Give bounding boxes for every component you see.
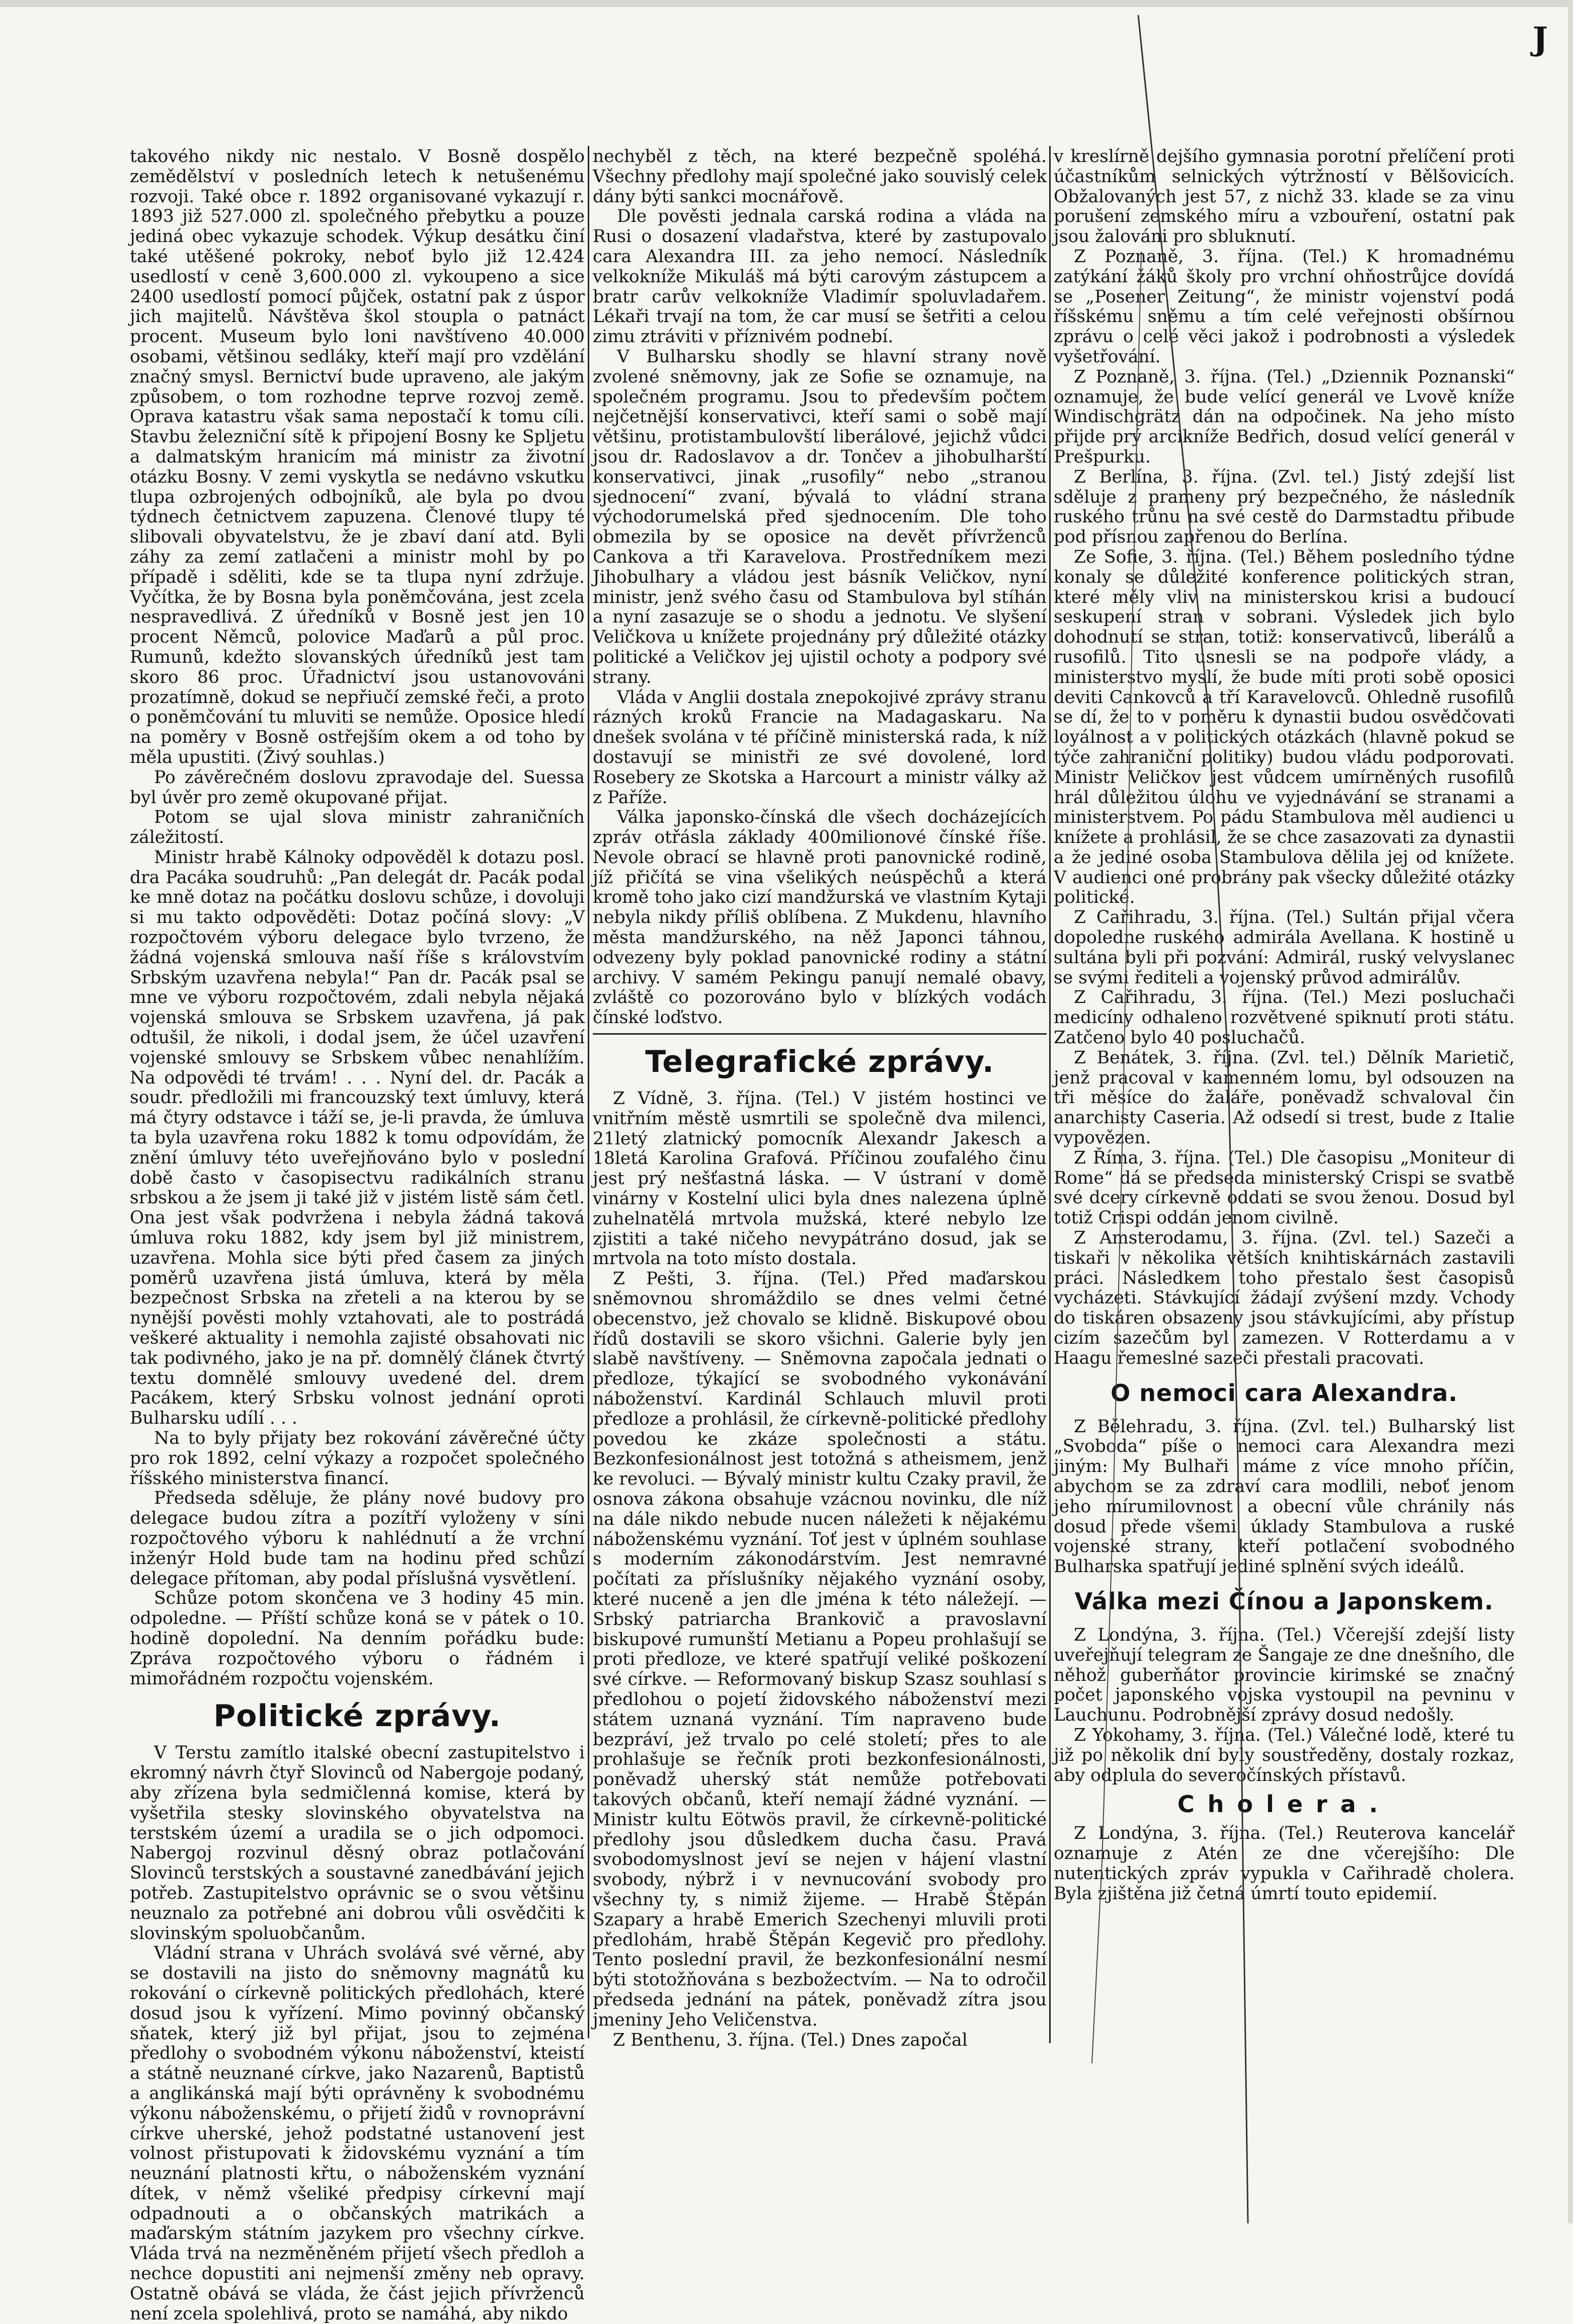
col3-dispatch: Z Cařihradu, 3. října. (Tel.) Mezi posluchači medicíny odhaleno rozvětvené spiknutí proti státu. Zatčeno bylo 40 posluchačů. (1054, 987, 1515, 1048)
column-1 (130, 146, 585, 2324)
col2-dispatch: Z Vídně, 3. října. (Tel.) V jistém hostinci ve vnitřním městě usmrtili se společně dva milenci, 21letý zlatnický pomocník Alexandr Jakesch a 18letá Karolina Grafová. Příčinou zoufalého činu jest prý nešťastná láska. — V ústraní v domě vinárny v Kostelní ulici byla dnes nalezena úplně zuhelnatělá mrtvola mužská, které nebylo lze zjistiti a také ničeho nevypátráno dosud, jak se mrtvola na toto místo dostala. (593, 1089, 1047, 1269)
col1-paragraph: Na to byly přijaty bez rokování závěrečné účty pro rok 1892, celní výkazy a rozpočet společného říšského ministerstva financí. (130, 1428, 585, 1489)
col1-paragraph: takového nikdy nic nestalo. V Bosně dospělo zemědělství v posledních letech k netušenému rozvoji. Také obce r. 1892 organisované vykazují r. 1893 již 527.000 zl. společného přebytku a pouze jediná obec vykazuje schodek. Výkup desátku činí také utěšené pokroky, neboť bylo již 12.424 usedlostí v ceně 3,600.000 zl. vykoupeno a sice 2400 usedlostí pomocí půjček, ostatní pak z úspor jich majitelů. Návštěva škol stoupla o patnáct procent. Museum bylo loni navštíveno 40.000 osobami, většinou sedláky, kteří mají pro vzdělání značný smysl. Bernictví bude upraveno, ale jakým způsobem, o tom rozhodne teprve rozvoj země. Oprava katastru však sama nepostačí k tomu cíli. Stavbu železniční sítě k připojení Bosny ke Spljetu a dalmatským hranicím má ministr za životní otázku Bosny. V zemi vyskytla se nedávno vskutku tlupa ozbrojených odbojníků, ale byla po dvou týdnech četnictvem zapuzena. Členové tlupy té slibovali obyvatelstvu, že je zbaví daní atd. Byli záhy za zemí zatlačeni a ministr mohl by po případě i sděliti, kde se ta tlupa nyní zdržuje. Vyčítka, že by Bosna byla poněmčována, jest zcela nespravedlivá. Z úředníků v Bosně jest jen 10 procent Němců, polovice Maďarů a půl proc. Rumunů, kdežto slovanských úředníků jest tam skoro 86 proc. Úřadnictví jsou ustanovováni prozatímně, dokud se nepřiučí zemské řeči, a proto o poněmčování tu mluviti se nemůže. Oposice hledí na poměry v Bosně ostřejším okem a od toho by měla upustiti. (Živý souhlas.) (130, 146, 585, 767)
col3-dispatch: Z Amsterodamu, 3. října. (Zvl. tel.) Sazeči a tiskaři v několika větších knihtiskárnách zastavili práci. Následkem toho přestalo šest časopisů vycházeti. Stávkující žádají zvýšení mzdy. Vchody do tiskáren obsazeny jsou stávkujícími, aby přístup cizím sazečům byl zamezen. V Rotterdamu a v Haagu řemeslné sazeči přestali pracovati. (1054, 1228, 1515, 1368)
col3-dispatch: Z Říma, 3. října. (Tel.) Dle časopisu „Moniteur di Rome“ dá se předseda ministerský Crispi se svatbě své dcery církevně oddati se svou ženou. Dosud byl totiž Crispi oddán jenom civilně. (1054, 1147, 1515, 1228)
col3-dispatch: Z Poznaně, 3. října. (Tel.) „Dziennik Poznanski“ oznamuje, že bude velící generál ve Lvově kníže Windischgrätz dán na odpočinek. Na jeho místo přijde prý arcikníže Bedřich, dosud velící generál v Prešpurku. (1054, 366, 1515, 467)
col1-paragraph: Ministr hrabě Kálnoky odpověděl k dotazu posl. dra Pacáka soudruhů: „Pan delegát dr. Pacák podal ke mně dotaz na počátku doslovu schůze, i dovoluji si mu takto odpověděti: Dotaz počíná slovy: „V rozpočtovém výboru delegace bylo tvrzeno, že žádná vojenská smlouva naší říše s královstvím Srbským uzavřena nebyla!“ Pan dr. Pacák psal se mne ve výboru rozpočtovém, zdali nebyla nějaká vojenská smlouva se Srbskem uzavřena, já pak odtušil, že nikoli, i dodal jsem, že účel uzavření vojenské smlouvy se Srbskem vůbec nenahlížím. Na odpovědi té trvám! . . . Nyní del. dr. Pacák a soudr. předložili mi francouzský text úmluvy, která má čtyry odstavce i táží se, je-li pravda, že úmluva ta byla uzavřena roku 1882 k tomu odpovídám, že znění úmluvy této uveřejňováno bylo v poslední době často v časopisectvu radikálních stranu srbskou a že jsem ji také již v jistém listě sám četl. Ona jest však podvržena i nebyla žádná taková úmluva roku 1882, kdy jsem byl již ministrem, uzavřena. Mohla sice býti před časem za jiných poměrů uzavřena jistá úmluva, která by měla bezpečnost Srbska na zřeteli a na kterou by se nynější pověsti mohly vztahovati, ale to postrádá veškeré aktuality i nemohla zajisté obsahovati nic tak podivného, jako je na př. domnělý článek čtvrtý textu domnělé smlouvy uvedené del. drem Pacákem, který Srbsku volnost jednání oproti Bulharsku udílí . . . (130, 847, 585, 1429)
section-rule (593, 1033, 1047, 1035)
corner-mark: J (1532, 20, 1548, 58)
column-rule-2 (1049, 146, 1051, 2043)
col2-dispatch: Z Benthenu, 3. října. (Tel.) Dnes započal (613, 2030, 968, 2050)
col3-paragraph: v kreslírně dejšího gymnasia porotní přelíčení proti účastníkům selnických výtržností v Bělšovicích. Obžalovaných jest 57, z nichž 33. klade se za vinu porušení zemského míru a vzbouření, ostatní pak jsou žalováni pro sbluknutí. (1054, 146, 1515, 247)
col3-dispatch: Z Cařihradu, 3. října. (Tel.) Sultán přijal včera dopoledne ruského admirála Avellana. K hostině u sultána byli při pozvání: Admirál, ruský velvyslanec se svými řediteli a vojenský průvod admirálův. (1054, 907, 1515, 988)
section-heading-telegraphic: Telegrafické zprávy. (645, 1044, 994, 1080)
col3-dispatch: Z Londýna, 3. října. (Tel.) Reuterova kancelář oznamuje z Atén ze dne včerejšího: Dle nutentických zpráv vypukla v Cařihradě cholera. Byla zjištěna již četná úmrtí touto epidemií. (1054, 1823, 1515, 1904)
column-2 (593, 147, 1047, 2200)
col3-dispatch: Z Poznaně, 3. října. (Tel.) K hromadnému zatýkání žáků školy pro vrchní ohňostrůjce dovídá se „Posener Zeitung“, že ministr vojenství podá říšskému sněmu a tím celé veřejnosti obšírnou zprávu o celé věci jakož i podrobnosti a výsledek vyšetřování. (1054, 246, 1515, 367)
col1-paragraph: Předseda sděluje, že plány nové budovy pro delegace budou zítra a pozítří vyloženy v síni rozpočtového výboru k nahlédnutí a že vrchní inženýr Hold bude tam na hodinu před schůzí delegace přítoman, aby podal příslušná vysvětlení. (130, 1488, 585, 1589)
page-right-edge (1568, 0, 1573, 2223)
col1-paragraph: V Terstu zamítlo italské obecní zastupitelstvo i ekromný návrh čtyř Slovinců od Nabergoje podaný, aby zřízena byla sedmičlenná komise, která by vyšetřila stesky slovinského obyvatelstva na terstském území a uradila se o jich odpomoci. Nabergoj rozvinul děsný obraz potlačování Slovinců terstských a soustavné zanedbávání jejich potřeb. Zastupitelstvo oprávnic se o svou většinu neuznalo za potřebné ani dobrou vůli osvědčiti k slovinským spoluobčanům. (130, 1743, 585, 1944)
col3-dispatch: Z Londýna, 3. října. (Tel.) Včerejší zdejší listy uveřejňují telegram ze Šangaje ze dne dnešního, dle něhož guberňátor provincie kirimské se značný počet japonského vojska vystoupil na pevninu v Lauchunu. Podrobnější zprávy dosud nedošly. (1054, 1624, 1515, 1726)
section-heading-tsar: O nemoci cara Alexandra. (1111, 1379, 1458, 1407)
page-top-edge (0, 0, 1573, 7)
col1-paragraph: Po závěrečném doslovu zpravodaje del. Suessa byl úvěr pro země okupované přijat. (130, 767, 585, 808)
col2-paragraph: Válka japonsko-čínská dle všech docházejících zpráv otřásla základy 400milionové čínské říše. Nevole obrací se hlavně proti panovnické rodině, jíž přičítá se vina všelikých neúspěchů a která kromě toho jako cizí mandžurská ve vlastním Kytaji nebyla nikdy příliš oblíbena. Z Mukdenu, hlavního města mandžurského, na něž Japonci táhnou, odvezeny byly poklad panovnické rodiny a státní archivy. V samém Pekingu panují nemalé obavy, zvláště co pozorováno bylo v blízkých vodách čínské loďstvo. (593, 807, 1047, 1028)
col1-paragraph: Potom se ujal slova ministr zahraničních záležitostí. (130, 807, 585, 848)
col3-dispatch: Z Yokohamy, 3. října. (Tel.) Válečné lodě, které tu již po několik dní byly soustředěny, dostaly rozkaz, aby odplula do severočínských přístavů. (1054, 1725, 1515, 1786)
col2-dispatch: Z Pešti, 3. října. (Tel.) Před maďarskou sněmovnou shromáždilo se dnes velmi četné obecenstvo, jež chovalo se klidně. Biskupové obou řídů dostavili se skoro všichni. Galerie byly jen slabě navštíveny. — Sněmovna započala jednati o předloze, týkající se svobodného vykonávání náboženství. Kardinál Schlauch mluvil proti předloze a prohlásil, že církevně-politické předlohy povedou ke zkáze společnosti a státu. Bezkonfesionálnost jest totožná s atheismem, jenž ke revoluci. — Bývalý ministr kultu Czaky pravil, že osnova zákona obsahuje vzácnou novinku, dle níž na dále nikdo nebude nucen náležeti k nějakému náboženskému vyznání. Toť jest v úplném souhlase s moderním zákonodárstvím. Jest nemravné počítati za příslušníky nějakého vyznání osoby, které nuceně a jen dle jména k této náležejí. — Srbský patriarcha Brankovič a pravoslavní biskupové rumunští Metianu a Popeu prohlašují se proti předloze, ve které spatřují veliké poškození své církve. — Reformovaný biskup Szasz souhlasí s předlohou o pojetí židovského náboženství mezi státem uznaná vyznání. Tím napraveno bude bezpráví, jež trvalo po celé století; přes to ale prohlašuje se řečník proti bezkonfesionálnosti, poněvadž uherský stát nemůže potřebovati takových občanů, kteří nemají žádné vyznání. — Ministr kultu Eötwös pravil, že církevně-politické předlohy jsou důsledkem ducha času. Pravá svobodomyslnost jeví se nejen v hájení vlastní svobody, nýbrž i v nevnucování svobody pro všechny ty, s nimiž žijeme. — Hrabě Štěpán Szapary a hrabě Emerich Szechenyi mluvili proti předlohám, hrabě Štěpán Kegevič pro předlohy. Tento poslední pravil, že bezkonfesionální nesmí býti stotožňována s bezbožectvím. — Na to odročil předseda jednání na pátek, poněvadž zítra jsou jmeniny Jeho Veličenstva. (593, 1269, 1047, 2030)
col2-paragraph: V Bulharsku shodly se hlavní strany nově zvolené sněmovny, jak ze Sofie se oznamuje, na společném programu. Jsou to především počtem nejčetnější konservativci, kteří sami o sobě mají většinu, protistambulovští liberálové, jejichž vůdci jsou dr. Radoslavov a dr. Tončev a jihobulharští konservativci, jinak „rusofily“ nebo „stranou sjednocení“ zvaní, bývalá to vládní strana východorumelská před sjednocením. Dle toho obmezila by se oposice na devět přívrženců Cankova a tři Karavelova. Prostředníkem mezi Jihobulhary a vládou jest básník Veličkov, nyní ministr, jenž svého času od Stambulova byl stíhán a nyní zasazuje se o shodu a jednotu. Ve slyšení Veličkova u knížete projednány prý důležité otázky politické a Veličkov jej ujistil ochoty a podpory své strany. (593, 346, 1047, 687)
col3-dispatch: Z Bělehradu, 3. října. (Zvl. tel.) Bulharský list „Svoboda“ píše o nemoci cara Alexandra mezi jiným: My Bulhaři máme z více mnoho příčin, abychom se za zdraví cara modlili, neboť jenom jeho mírumilovnost a obecní vůle chránily nás dosud přede všemi úklady Stambulova a ruské vojenské strany, kteří potlačení svobodného Bulharska spatřují jediné splnění svých ideálů. (1054, 1416, 1515, 1577)
col2-paragraph: Vláda v Anglii dostala znepokojivé zprávy stranu rázných kroků Francie na Madagaskaru. Na dnešek svolána v té příčině ministerská rada, k níž dostavují se ministři ze své dovolené, lord Rosebery ze Skotska a Harcourt a ministr války až z Paříže. (593, 687, 1047, 808)
col3-dispatch: Z Benátek, 3. října. (Zvl. tel.) Dělník Marietič, jenž pracoval v kamenném lomu, byl odsouzen na tři měsíce do žaláře, poněvadž schvaloval čin anarchisty Caseria. Až odsedí si trest, bude z Italie vypovězen. (1054, 1047, 1515, 1148)
column-rule-1 (588, 146, 589, 2038)
col3-dispatch: Ze Sofie, 3. října. (Tel.) Během posledního týdne konaly se důležité konference politických stran, které měly vliv na ministerskou krisi a budoucí seskupení stran v sobrani. Výsledek jich bylo dohodnutí se stran, totiž: konservativců, liberálů a rusofilů. Tito usnesli se na podpoře vlády, a ministerstvo myslí, že bude míti proti sobě oposici deviti Cankovců a tří Karavelovců. Ohledně rusofilů se dí, že to v poměru k dynastii budou osvědčovati loyálnost a v politických otázkách (hlavně pokud se týče zahraniční politiky) budou vládu podporovati. Ministr Veličkov jest vůdcem umírněných rusofilů hrál důležitou úlohu ve vyjednávání se stranami a ministerstvem. Po pádu Stambulova měl audienci u knížete a prohlásil, že se chce zasazovati za dynastii a že jediné osoba Stambulova dělila jej od knížete. V audienci oné probrány pak všecky důležité otázky politické. (1054, 547, 1515, 908)
col2-paragraph: Dle pověsti jednala carská rodina a vláda na Rusi o dosazení vladařstva, které by zastupovalo cara Alexandra III. za jeho nemocí. Následník velkokníže Mikuláš má býti carovým zástupcem a bratr carův velkokníže Vladimír spoluvladařem. Lékaři trvají na tom, že car musí se šetřiti a celou zimu ztráviti v příznivém podnebí. (593, 206, 1047, 347)
column-3 (1054, 147, 1515, 2200)
section-heading-war: Válka mezi Čínou a Japonskem. (1074, 1587, 1494, 1615)
col1-paragraph: Schůze potom skončena ve 3 hodiny 45 min. odpoledne. — Příští schůze koná se v pátek o 10. hodině dopolední. Na denním pořádku bude: Zpráva rozpočtového výboru o řádném i mimořádném rozpočtu vojenském. (130, 1588, 585, 1689)
section-heading-cholera: Cholera. (1177, 1791, 1391, 1818)
section-heading-political: Politické zprávy. (213, 1698, 501, 1734)
col2-paragraph: nechyběl z těch, na které bezpečně spoléhá. Všechny předlohy mají společné jako souvislý celek dány býti sankci mocnářově. (593, 146, 1047, 207)
col1-paragraph: Vládní strana v Uhrách svolává své věrné, aby se dostavili na jisto do sněmovny magnátů ku rokování o církevně politických předlohách, které dosud jsou k vyřízení. Mimo povinný občanský sňatek, který již byl přijat, jsou to zejména předlohy o svobodném výkonu náboženství, kteistí a státně neuznané církve, jako Nazarenů, Baptistů a anglikánská mají býti oprávněny k svobodnému výkonu náboženskému, o přijetí židů v rovnoprávní církve uherské, jehož podstatné ustanovení jest volnost přistupovati k židovskému vyznání a tím neuznání platnosti křtu, o náboženském vyznání dítek, v němž všeliké předpisy církevní mají odpadnouti a o občanských matrikách a maďarským státním jazykem pro všechny církve. Vláda trvá na nezměněném přijetí všech předloh a nechce dopustiti ani nejmenší změny neb opravy. Ostatně obává se vláda, že část jejich přívrženců není zcela spolehlivá, proto se namáhá, aby nikdo (130, 1943, 585, 2324)
col3-dispatch: Z Berlína, 3. října. (Zvl. tel.) Jistý zdejší list sděluje z prameny prý bezpečného, že následník ruského trůnu na své cestě do Darmstadtu přibude pod přísnou zapřenou do Berlína. (1054, 467, 1515, 548)
